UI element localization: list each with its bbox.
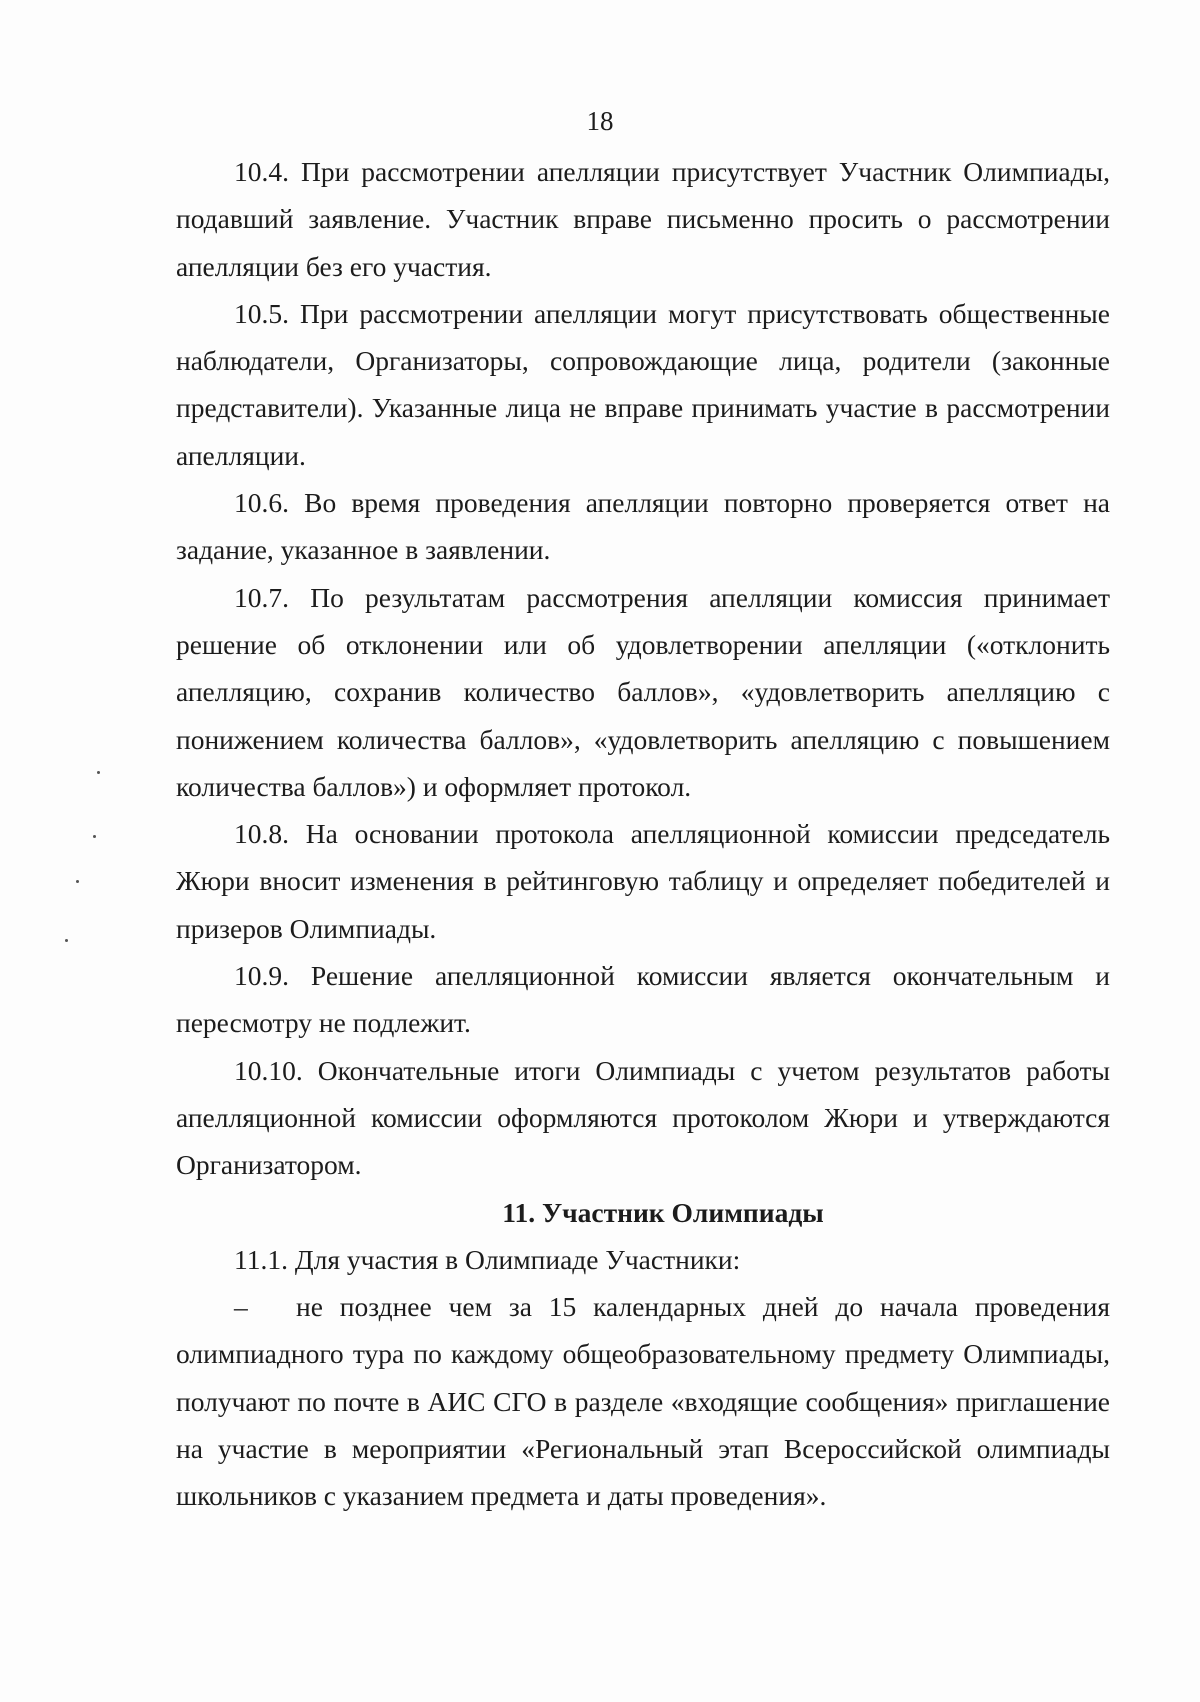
list-item — [176, 1283, 1110, 1519]
section-heading: 11. Участник Олимпиады — [502, 1196, 824, 1228]
list-item-text: не позднее чем за 15 календарных дней до начала проведения олимпиадного тура по каждому общеобразовательному предмету Олимпиады, получают по почте в АИС СГО в разделе «входящие сообщения» приглашение на участие в мероприятии «Региональный этап Всероссийской олимпиады школьников с указанием предмета и даты проведения». — [176, 1291, 1110, 1512]
paragraph-10-4: 10.4. При рассмотрении апелляции присутствует Участник Олимпиады, подавший заявление. Участник вправе письменно просить о рассмотрении апелляции без его участия. — [176, 156, 1110, 282]
paragraph-10-10: 10.10. Окончательные итоги Олимпиады с учетом результатов работы апелляционной комиссии оформляются протоколом Жюри и утверждаются Организатором. — [176, 1054, 1110, 1181]
paragraph-11-1: 11.1. Для участия в Олимпиаде Участники: — [234, 1243, 741, 1275]
scan-speck — [76, 880, 79, 883]
page-number: 18 — [586, 106, 614, 136]
document-body — [176, 148, 1110, 1520]
list-dash: – — [234, 1291, 248, 1323]
paragraph-10-7: 10.7. По результатам рассмотрения апелляции комиссия принимает решение об отклонении или об удовлетворении апелляции («отклонить апелляцию, сохранив количество баллов», «удовлетворить апелляцию с понижением количества баллов», «удовлетворить апелляцию с повышением количества баллов») и оформляет протокол. — [176, 581, 1110, 802]
scan-speck — [97, 771, 100, 774]
scan-speck — [93, 835, 96, 838]
paragraph-10-6: 10.6. Во время проведения апелляции повторно проверяется ответ на задание, указанное в заявлении. — [176, 487, 1110, 566]
scan-speck — [65, 939, 68, 942]
paragraph-10-9: 10.9. Решение апелляционной комиссии является окончательным и пересмотру не подлежит. — [176, 960, 1110, 1039]
paragraph-10-5: 10.5. При рассмотрении апелляции могут присутствовать общественные наблюдатели, Организаторы, сопровождающие лица, родители (законные представители). Указанные лица не вправе принимать участие в рассмотрении апелляции. — [176, 297, 1110, 471]
paragraph-10-8: 10.8. На основании протокола апелляционной комиссии председатель Жюри вносит изменения в рейтинговую таблицу и определяет победителей и призеров Олимпиады. — [176, 818, 1110, 944]
